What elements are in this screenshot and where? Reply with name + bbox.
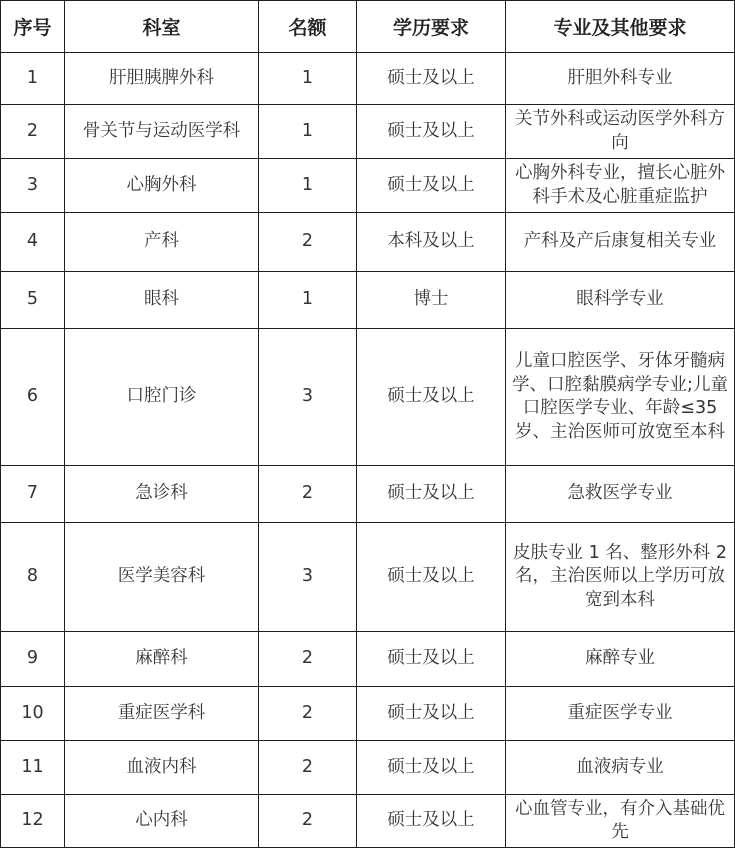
table-row (1, 523, 735, 632)
header-education: 学历要求 (357, 1, 506, 53)
quota-cell: 2 (259, 741, 357, 795)
header-quota: 名额 (259, 1, 357, 53)
department-cell: 血液内科 (65, 741, 259, 795)
requirements-cell: 心血管专业，有介入基础优先 (506, 795, 735, 848)
education-cell: 硕士及以上 (357, 329, 506, 466)
table-row (1, 329, 735, 466)
serial-number-cell: 4 (1, 213, 65, 272)
quota-cell: 1 (259, 272, 357, 329)
education-cell: 博士 (357, 272, 506, 329)
department-cell: 口腔门诊 (65, 329, 259, 466)
requirements-cell: 产科及产后康复相关专业 (506, 213, 735, 272)
department-cell: 麻醉科 (65, 632, 259, 687)
quota-cell: 2 (259, 795, 357, 848)
serial-number-cell: 11 (1, 741, 65, 795)
education-cell: 硕士及以上 (357, 741, 506, 795)
table-row (1, 687, 735, 741)
header-serial-number: 序号 (1, 1, 65, 53)
requirements-cell: 眼科学专业 (506, 272, 735, 329)
education-cell: 硕士及以上 (357, 632, 506, 687)
quota-cell: 3 (259, 329, 357, 466)
quota-cell: 2 (259, 213, 357, 272)
department-cell: 医学美容科 (65, 523, 259, 632)
serial-number-cell: 6 (1, 329, 65, 466)
requirements-cell: 皮肤专业 1 名、整形外科 2 名，主治医师以上学历可放宽到本科 (506, 523, 735, 632)
education-cell: 硕士及以上 (357, 795, 506, 848)
education-cell: 硕士及以上 (357, 687, 506, 741)
department-cell: 肝胆胰脾外科 (65, 53, 259, 105)
quota-cell: 2 (259, 687, 357, 741)
serial-number-cell: 10 (1, 687, 65, 741)
table-row (1, 632, 735, 687)
education-cell: 硕士及以上 (357, 523, 506, 632)
quota-cell: 1 (259, 159, 357, 213)
requirements-cell: 肝胆外科专业 (506, 53, 735, 105)
header-department: 科室 (65, 1, 259, 53)
table-row (1, 213, 735, 272)
requirements-cell: 血液病专业 (506, 741, 735, 795)
serial-number-cell: 3 (1, 159, 65, 213)
department-cell: 眼科 (65, 272, 259, 329)
table-row (1, 53, 735, 105)
requirements-cell: 儿童口腔医学、牙体牙髓病学、口腔黏膜病学专业;儿童口腔医学专业、年龄≤35 岁、主治医师可放宽至本科 (506, 329, 735, 466)
department-cell: 心胸外科 (65, 159, 259, 213)
serial-number-cell: 12 (1, 795, 65, 848)
serial-number-cell: 2 (1, 105, 65, 159)
table-row (1, 741, 735, 795)
requirements-cell: 重症医学专业 (506, 687, 735, 741)
quota-cell: 2 (259, 466, 357, 523)
serial-number-cell: 7 (1, 466, 65, 523)
header-requirements: 专业及其他要求 (506, 1, 735, 53)
department-cell: 重症医学科 (65, 687, 259, 741)
education-cell: 本科及以上 (357, 213, 506, 272)
department-cell: 产科 (65, 213, 259, 272)
department-cell: 急诊科 (65, 466, 259, 523)
table-row (1, 795, 735, 848)
department-cell: 心内科 (65, 795, 259, 848)
education-cell: 硕士及以上 (357, 53, 506, 105)
education-cell: 硕士及以上 (357, 105, 506, 159)
education-cell: 硕士及以上 (357, 466, 506, 523)
quota-cell: 3 (259, 523, 357, 632)
serial-number-cell: 9 (1, 632, 65, 687)
requirements-cell: 关节外科或运动医学外科方向 (506, 105, 735, 159)
department-cell: 骨关节与运动医学科 (65, 105, 259, 159)
education-cell: 硕士及以上 (357, 159, 506, 213)
serial-number-cell: 5 (1, 272, 65, 329)
quota-cell: 1 (259, 53, 357, 105)
quota-cell: 2 (259, 632, 357, 687)
serial-number-cell: 8 (1, 523, 65, 632)
requirements-cell: 急救医学专业 (506, 466, 735, 523)
table-row (1, 159, 735, 213)
table-row (1, 105, 735, 159)
table-row (1, 466, 735, 523)
quota-cell: 1 (259, 105, 357, 159)
requirements-cell: 麻醉专业 (506, 632, 735, 687)
requirements-cell: 心胸外科专业，擅长心脏外科手术及心脏重症监护 (506, 159, 735, 213)
serial-number-cell: 1 (1, 53, 65, 105)
header-row (1, 1, 735, 53)
table-row (1, 272, 735, 329)
